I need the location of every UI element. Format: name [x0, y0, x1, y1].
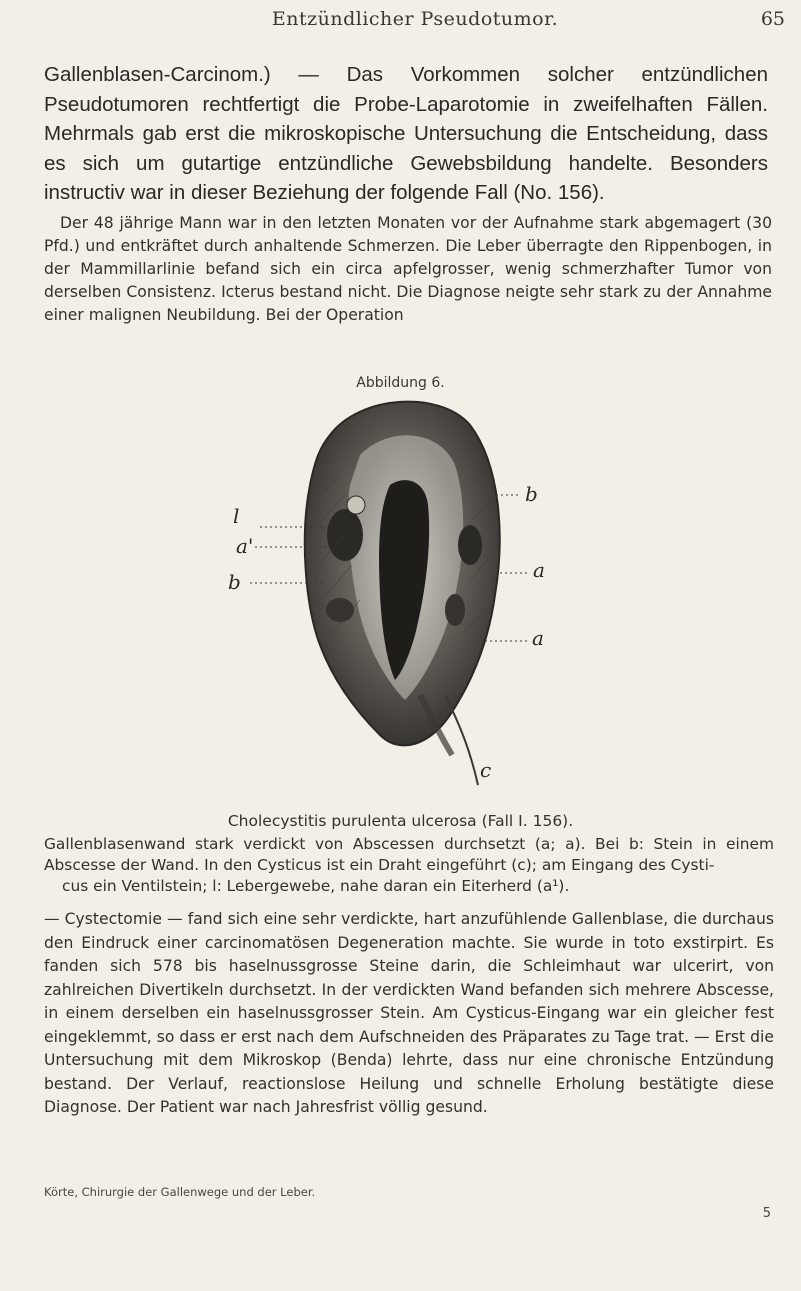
- marker-b: b: [525, 482, 538, 506]
- running-title: Entzündlicher Pseudotumor.: [271, 8, 559, 30]
- figure-caption-title: Cholecystitis purulenta ulcerosa (Fall I. 156).: [227, 812, 574, 830]
- marker-l: l: [233, 504, 240, 528]
- abscess-spot: [445, 594, 465, 626]
- cystectomy-paragraph: — Cystectomie — fand sich eine sehr verdickte, hart anzufühlende Gallenblase, die durchaus den Eindruck einer carcinomatösen Degeneration machte. Sie wurde in toto exstirpirt. Es fanden sich 578 bis haselnussgrosse Steine darin, die Schleimhaut war ulcerirt, von zahlreichen Divertikeln durchsetzt. In der verdickten Wand befanden sich mehrere Abscesse, in einem derselben ein haselnussgrosser Stein. Am Cysticus-Eingang war ein gleicher fest eingeklemmt, so dass er erst nach dem Aufschneiden des Präparates zu Tage trat. — Erst die Untersuchung mit dem Mikroskop (Benda) lehrte, dass nur eine chronische Entzündung bestand. Der Verlauf, reactionslose Heilung und schnelle Erholung bestätigte diese Diagnose. Der Patient war nach Jahresfrist völlig gesund.: [44, 910, 774, 1116]
- stone: [347, 496, 365, 514]
- abscess-spot: [458, 525, 482, 565]
- figure-caption-body: [44, 834, 774, 897]
- intro-paragraph: Gallenblasen-Carcinom.) — Das Vorkommen solcher entzündlichen Pseudotumoren rechtfertigt die Probe-Laparotomie in zweifelhaften Fällen. Mehrmals gab erst die mikroskopische Untersuchung die Entscheidung, dass es sich um gutartige entzündliche Gewebsbildung handelte. Besonders instructiv war in dieser Beziehung der folgende Fall (No. 156).: [44, 63, 768, 204]
- caption-line-1: Gallenblasenwand stark verdickt von Abscessen durchsetzt (a; a). Bei b: Stein in einem Abscesse der Wand. In den Cysticus ist ein Draht eingeführt (c); am Eingang des Cysti-: [44, 835, 774, 874]
- running-head: [0, 8, 801, 36]
- page-number: 65: [760, 8, 785, 30]
- marker-a-lower: a: [532, 626, 544, 650]
- footer-reference: Körte, Chirurgie der Gallenwege und der Leber.: [44, 1185, 316, 1199]
- signature-mark: 5: [762, 1206, 771, 1221]
- marker-a-upper: a: [533, 558, 545, 582]
- caption-line-2: cus ein Ventilstein; l: Lebergewebe, nahe daran ein Eiterherd (a¹).: [62, 877, 570, 895]
- marker-c: c: [480, 758, 492, 782]
- gallbladder-specimen-drawing: [0, 395, 801, 805]
- abscess-spot: [326, 598, 354, 622]
- case-paragraph: Der 48 jährige Mann war in den letzten Monaten vor der Aufnahme stark abgemagert (30 Pfd.) und entkräftet durch anhaltende Schmerzen. Die Leber überragte den Rippenbogen, in der Mammillarlinie befand sich ein circa apfelgrosser, wenig schmerzhafter Tumor von derselben Consistenz. Icterus bestand nicht. Die Diagnose neigte sehr stark zu der Annahme einer malignen Neubildung. Bei der Operation: [44, 214, 772, 324]
- marker-a1: a': [236, 534, 254, 558]
- figure-label: Abbildung 6.: [356, 375, 445, 391]
- marker-b-left: b: [228, 570, 241, 594]
- figure-illustration: [0, 395, 801, 805]
